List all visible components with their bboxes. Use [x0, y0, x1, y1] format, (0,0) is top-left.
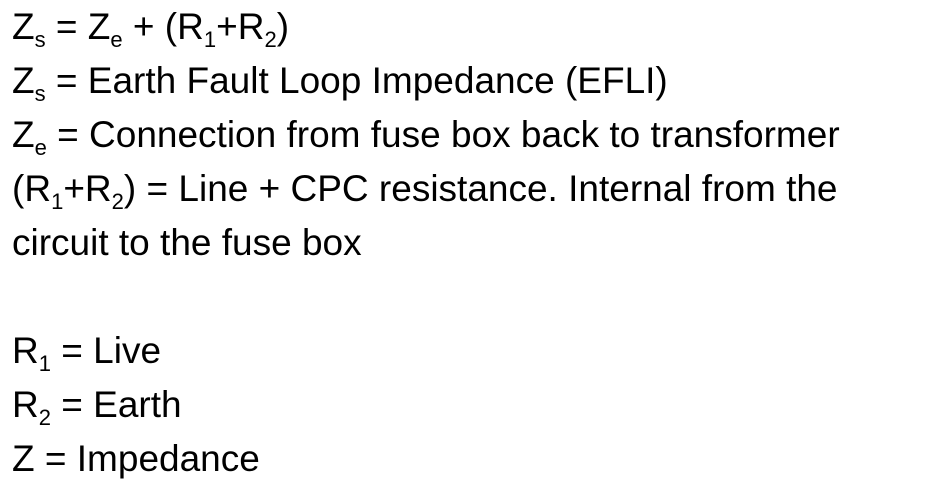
- definition-r1-r2: [12, 162, 942, 216]
- definition-text: = Connection from fuse box back to transformer: [46, 114, 840, 155]
- definition-r2: [12, 378, 942, 432]
- subscript-1: 1: [203, 27, 217, 52]
- subscript-s: s: [34, 81, 46, 106]
- symbol-r: R: [237, 6, 265, 47]
- subscript-s: s: [34, 27, 46, 52]
- plus-sign: +: [216, 6, 238, 47]
- symbol-z: Z: [87, 6, 111, 47]
- formula-zs-equation: [12, 0, 942, 54]
- plus-sign: +: [63, 168, 85, 209]
- subscript-1: 1: [51, 189, 64, 214]
- definition-text: = Earth Fault Loop Impedance (EFLI): [45, 60, 668, 101]
- subscript-2: 2: [111, 189, 124, 214]
- symbol-r: R: [12, 384, 39, 425]
- definition-text: = Earth: [50, 384, 182, 425]
- definition-r1-r2-continued: [12, 216, 942, 270]
- blank-line: [12, 270, 942, 324]
- equals-sign: =: [45, 6, 88, 47]
- symbol-r: R: [24, 168, 52, 209]
- symbol-z: Z: [12, 60, 35, 101]
- symbol-z: Z: [12, 114, 35, 155]
- definition-text: Z = Impedance: [12, 438, 260, 479]
- subscript-2: 2: [264, 27, 277, 52]
- open-paren: (: [12, 168, 25, 209]
- definition-text: circuit to the fuse box: [12, 222, 362, 263]
- subscript-e: e: [110, 27, 123, 52]
- symbol-r: R: [177, 6, 204, 47]
- definition-ze: [12, 108, 942, 162]
- symbol-r: R: [12, 330, 39, 371]
- subscript-1: 1: [38, 351, 51, 376]
- subscript-2: 2: [38, 405, 51, 430]
- formula-document: [12, 0, 942, 486]
- definition-z: [12, 432, 942, 486]
- definition-r1: [12, 324, 942, 378]
- plus-open-paren: + (: [122, 6, 178, 47]
- definition-text: ) = Line + CPC resistance. Internal from the: [123, 168, 838, 209]
- subscript-e: e: [34, 135, 47, 160]
- close-paren: ): [276, 6, 290, 47]
- symbol-z: Z: [12, 6, 35, 47]
- definition-zs: [12, 54, 942, 108]
- symbol-r: R: [84, 168, 112, 209]
- definition-text: = Live: [50, 330, 162, 371]
